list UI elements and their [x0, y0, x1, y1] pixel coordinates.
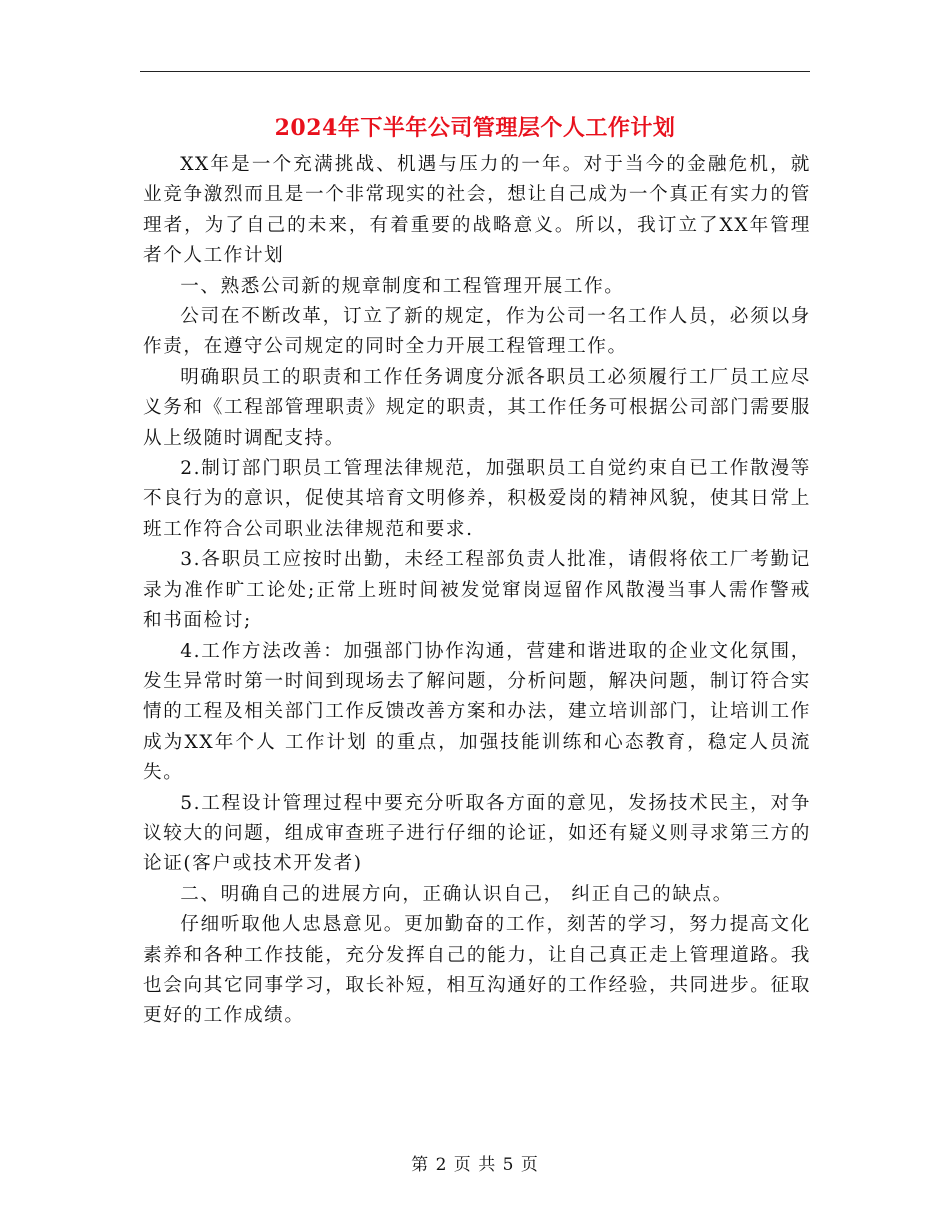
paragraph-intro: XX年是一个充满挑战、机遇与压力的一年。对于当今的金融危机，就业竞争激烈而且是一个非常现实的社会，想让自己成为一个真正有实力的管理者，为了自己的未来，有着重要的战略意义。所以，我订立了XX年管理者个人工作计划	[143, 154, 811, 267]
page-number: 第 2 页 共 5 页	[411, 1155, 539, 1175]
header-rule	[140, 71, 810, 72]
paragraph-heading-2: 二、明确自己的进展方向，正确认识自己， 纠正自己的缺点。	[180, 883, 733, 905]
paragraph: 明确职员工的职责和工作任务调度分派各职员工必须履行工厂员工应尽义务和《工程部管理职责》规定的职责，其工作任务可根据公司部门需要服从上级随时调配支持。	[143, 366, 811, 449]
document-title: 2024年下半年公司管理层个人工作计划	[274, 115, 676, 141]
paragraph-item-2: 2.制订部门职员工管理法律规范，加强职员工自觉约束自已工作散漫等不良行为的意识，促使其培育文明修养，积极爱岗的精神风貌，使其日常上班工作符合公司职业法律规范和要求.	[143, 458, 811, 540]
paragraph-heading-1: 一、熟悉公司新的规章制度和工程管理开展工作。	[180, 275, 625, 297]
document-body	[143, 150, 811, 1032]
paragraph: 仔细听取他人忠恳意见。更加勤奋的工作，刻苦的学习，努力提高文化素养和各种工作技能，充分发挥自己的能力，让自己真正走上管理道路。我也会向其它同事学习，取长补短，相互沟通好的工作经验，共同进步。征取更好的工作成绩。	[143, 914, 811, 1027]
paragraph-item-3: 3.各职员工应按时出勤，未经工程部负责人批准，请假将依工厂考勤记录为准作旷工论处;正常上班时间被发觉窜岗逗留作风散漫当事人需作警戒和书面检讨;	[143, 549, 811, 632]
paragraph-item-5: 5.工程设计管理过程中要充分听取各方面的意见，发扬技术民主，对争议较大的问题，组成审查班子进行仔细的论证，如还有疑义则寻求第三方的论证(客户或技术开发者)	[143, 792, 811, 875]
paragraph: 公司在不断改革，订立了新的规定，作为公司一名工作人员，必须以身作责，在遵守公司规定的同时全力开展工程管理工作。	[143, 306, 811, 358]
paragraph-item-4: 4.工作方法改善：加强部门协作沟通，营建和谐进取的企业文化氛围，发生异常时第一时间到现场去了解问题，分析问题，解决问题，制订符合实情的工程及相关部门工作反馈改善方案和办法，建立培训部门，让培训工作成为XX年个人 工作计划 的重点，加强技能训练和心态教育，稳定人员流失。	[143, 640, 811, 784]
